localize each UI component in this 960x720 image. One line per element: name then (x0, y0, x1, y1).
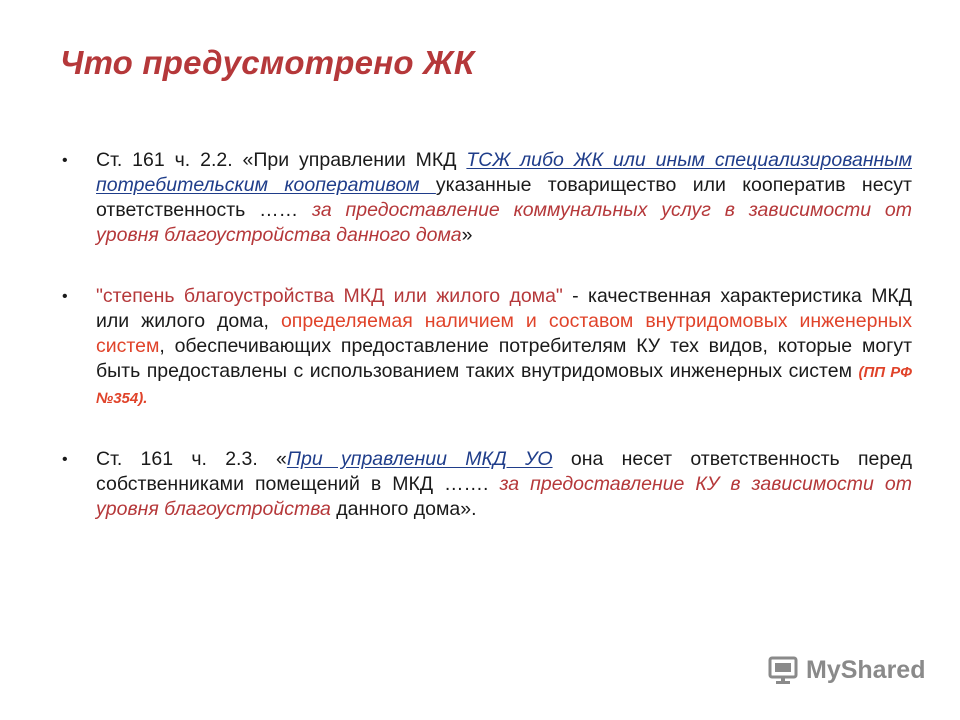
myshared-logo[interactable] (766, 655, 925, 685)
bullet-list (56, 148, 912, 522)
bullet-text (96, 448, 912, 520)
bullet-icon: • (62, 288, 68, 305)
bullet-icon: • (62, 152, 68, 169)
logo-text: MyShared (806, 655, 926, 684)
text-segment: » (461, 224, 473, 246)
text-segment: Ст. 161 ч. 2.3. « (96, 448, 287, 470)
emphasis-text: за предоставление КУ в зависимости от уровня благоустройства (96, 473, 912, 520)
law-reference-link[interactable]: ТСЖ либо ЖК или иным специализированным потребительским кооперативом (96, 149, 912, 196)
text-segment: указанные товарищество или кооператив несут ответственность …… (96, 174, 912, 221)
bullet-item (56, 284, 912, 411)
bullet-icon: • (62, 451, 68, 468)
slide-title: Что предусмотрено ЖК (60, 44, 475, 81)
presentation-screen-icon (766, 655, 800, 685)
emphasis-text: за предоставление коммунальных услуг в зависимости от уровня благоустройства данного дома (96, 199, 913, 246)
bullet-item (56, 148, 912, 248)
emphasis-text: определяемая наличием и составом внутридомовых инженерных систем (96, 310, 912, 357)
text-segment: - качественная характеристика МКД или жилого дома, (96, 285, 912, 332)
bullet-item (56, 447, 912, 522)
bullet-text (96, 285, 912, 408)
law-reference-link[interactable]: При управлении МКД УО (286, 448, 553, 470)
bullet-text (96, 149, 912, 246)
text-segment: она несет ответственность перед собственниками помещений в МКД ……. (96, 448, 912, 495)
text-segment: данного дома». (330, 498, 477, 520)
term-quote: "степень благоустройства МКД или жилого дома" (96, 285, 563, 307)
text-segment: , обеспечивающих предоставление потребителям КУ тех видов, которые могут быть предоставлены с использованием таких внутридомовых инженерных систем (96, 335, 912, 382)
text-segment: Ст. 161 ч. 2.2. «При управлении МКД (96, 149, 467, 171)
source-citation: (ПП РФ №354). (96, 364, 912, 407)
